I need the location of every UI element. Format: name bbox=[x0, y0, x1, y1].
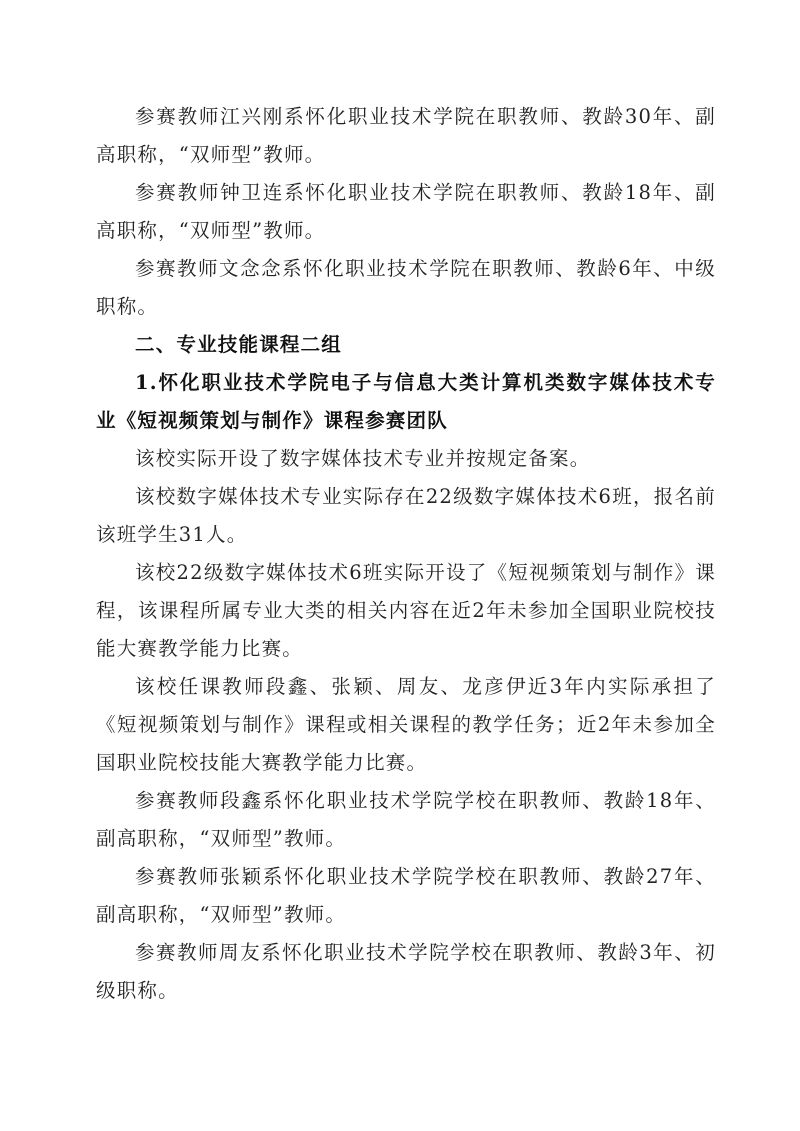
paragraph-teacher-zhang: 参赛教师张颖系怀化职业技术学院学校在职教师、教龄27年、副高职称，“双师型”教师。 bbox=[96, 865, 716, 926]
paragraph-teacher-duan: 参赛教师段鑫系怀化职业技术学院学校在职教师、教龄18年、副高职称，“双师型”教师。 bbox=[96, 789, 716, 850]
paragraph-major-setup: 该校实际开设了数字媒体技术专业并按规定备案。 bbox=[135, 447, 591, 470]
paragraph-class-info: 该校数字媒体技术专业实际存在22级数字媒体技术6班，报名前该班学生31人。 bbox=[96, 485, 716, 546]
paragraph-teacher-zhong: 参赛教师钟卫连系怀化职业技术学院在职教师、教龄18年、副高职称，“双师型”教师。 bbox=[96, 181, 716, 242]
paragraph-teacher-zhou: 参赛教师周友系怀化职业技术学院学校在职教师、教龄3年、初级职称。 bbox=[96, 941, 716, 1002]
paragraph-teacher-jiang: 参赛教师江兴刚系怀化职业技术学院在职教师、教龄30年、副高职称，“双师型”教师。 bbox=[96, 105, 716, 166]
team-heading: 1.怀化职业技术学院电子与信息大类计算机类数字媒体技术专业《短视频策划与制作》课程参赛团队 bbox=[96, 371, 716, 432]
paragraph-course-info: 该校22级数字媒体技术6班实际开设了《短视频策划与制作》课程，该课程所属专业大类的相关内容在近2年未参加全国职业院校技能大赛教学能力比赛。 bbox=[96, 561, 716, 660]
paragraph-teacher-wen: 参赛教师文念念系怀化职业技术学院在职教师、教龄6年、中级职称。 bbox=[96, 257, 716, 318]
document-body bbox=[96, 98, 716, 1010]
paragraph-teaching-duties: 该校任课教师段鑫、张颖、周友、龙彦伊近3年内实际承担了《短视频策划与制作》课程或相关课程的教学任务；近2年未参加全国职业院校技能大赛教学能力比赛。 bbox=[96, 675, 716, 774]
section-heading: 二、专业技能课程二组 bbox=[135, 333, 343, 356]
